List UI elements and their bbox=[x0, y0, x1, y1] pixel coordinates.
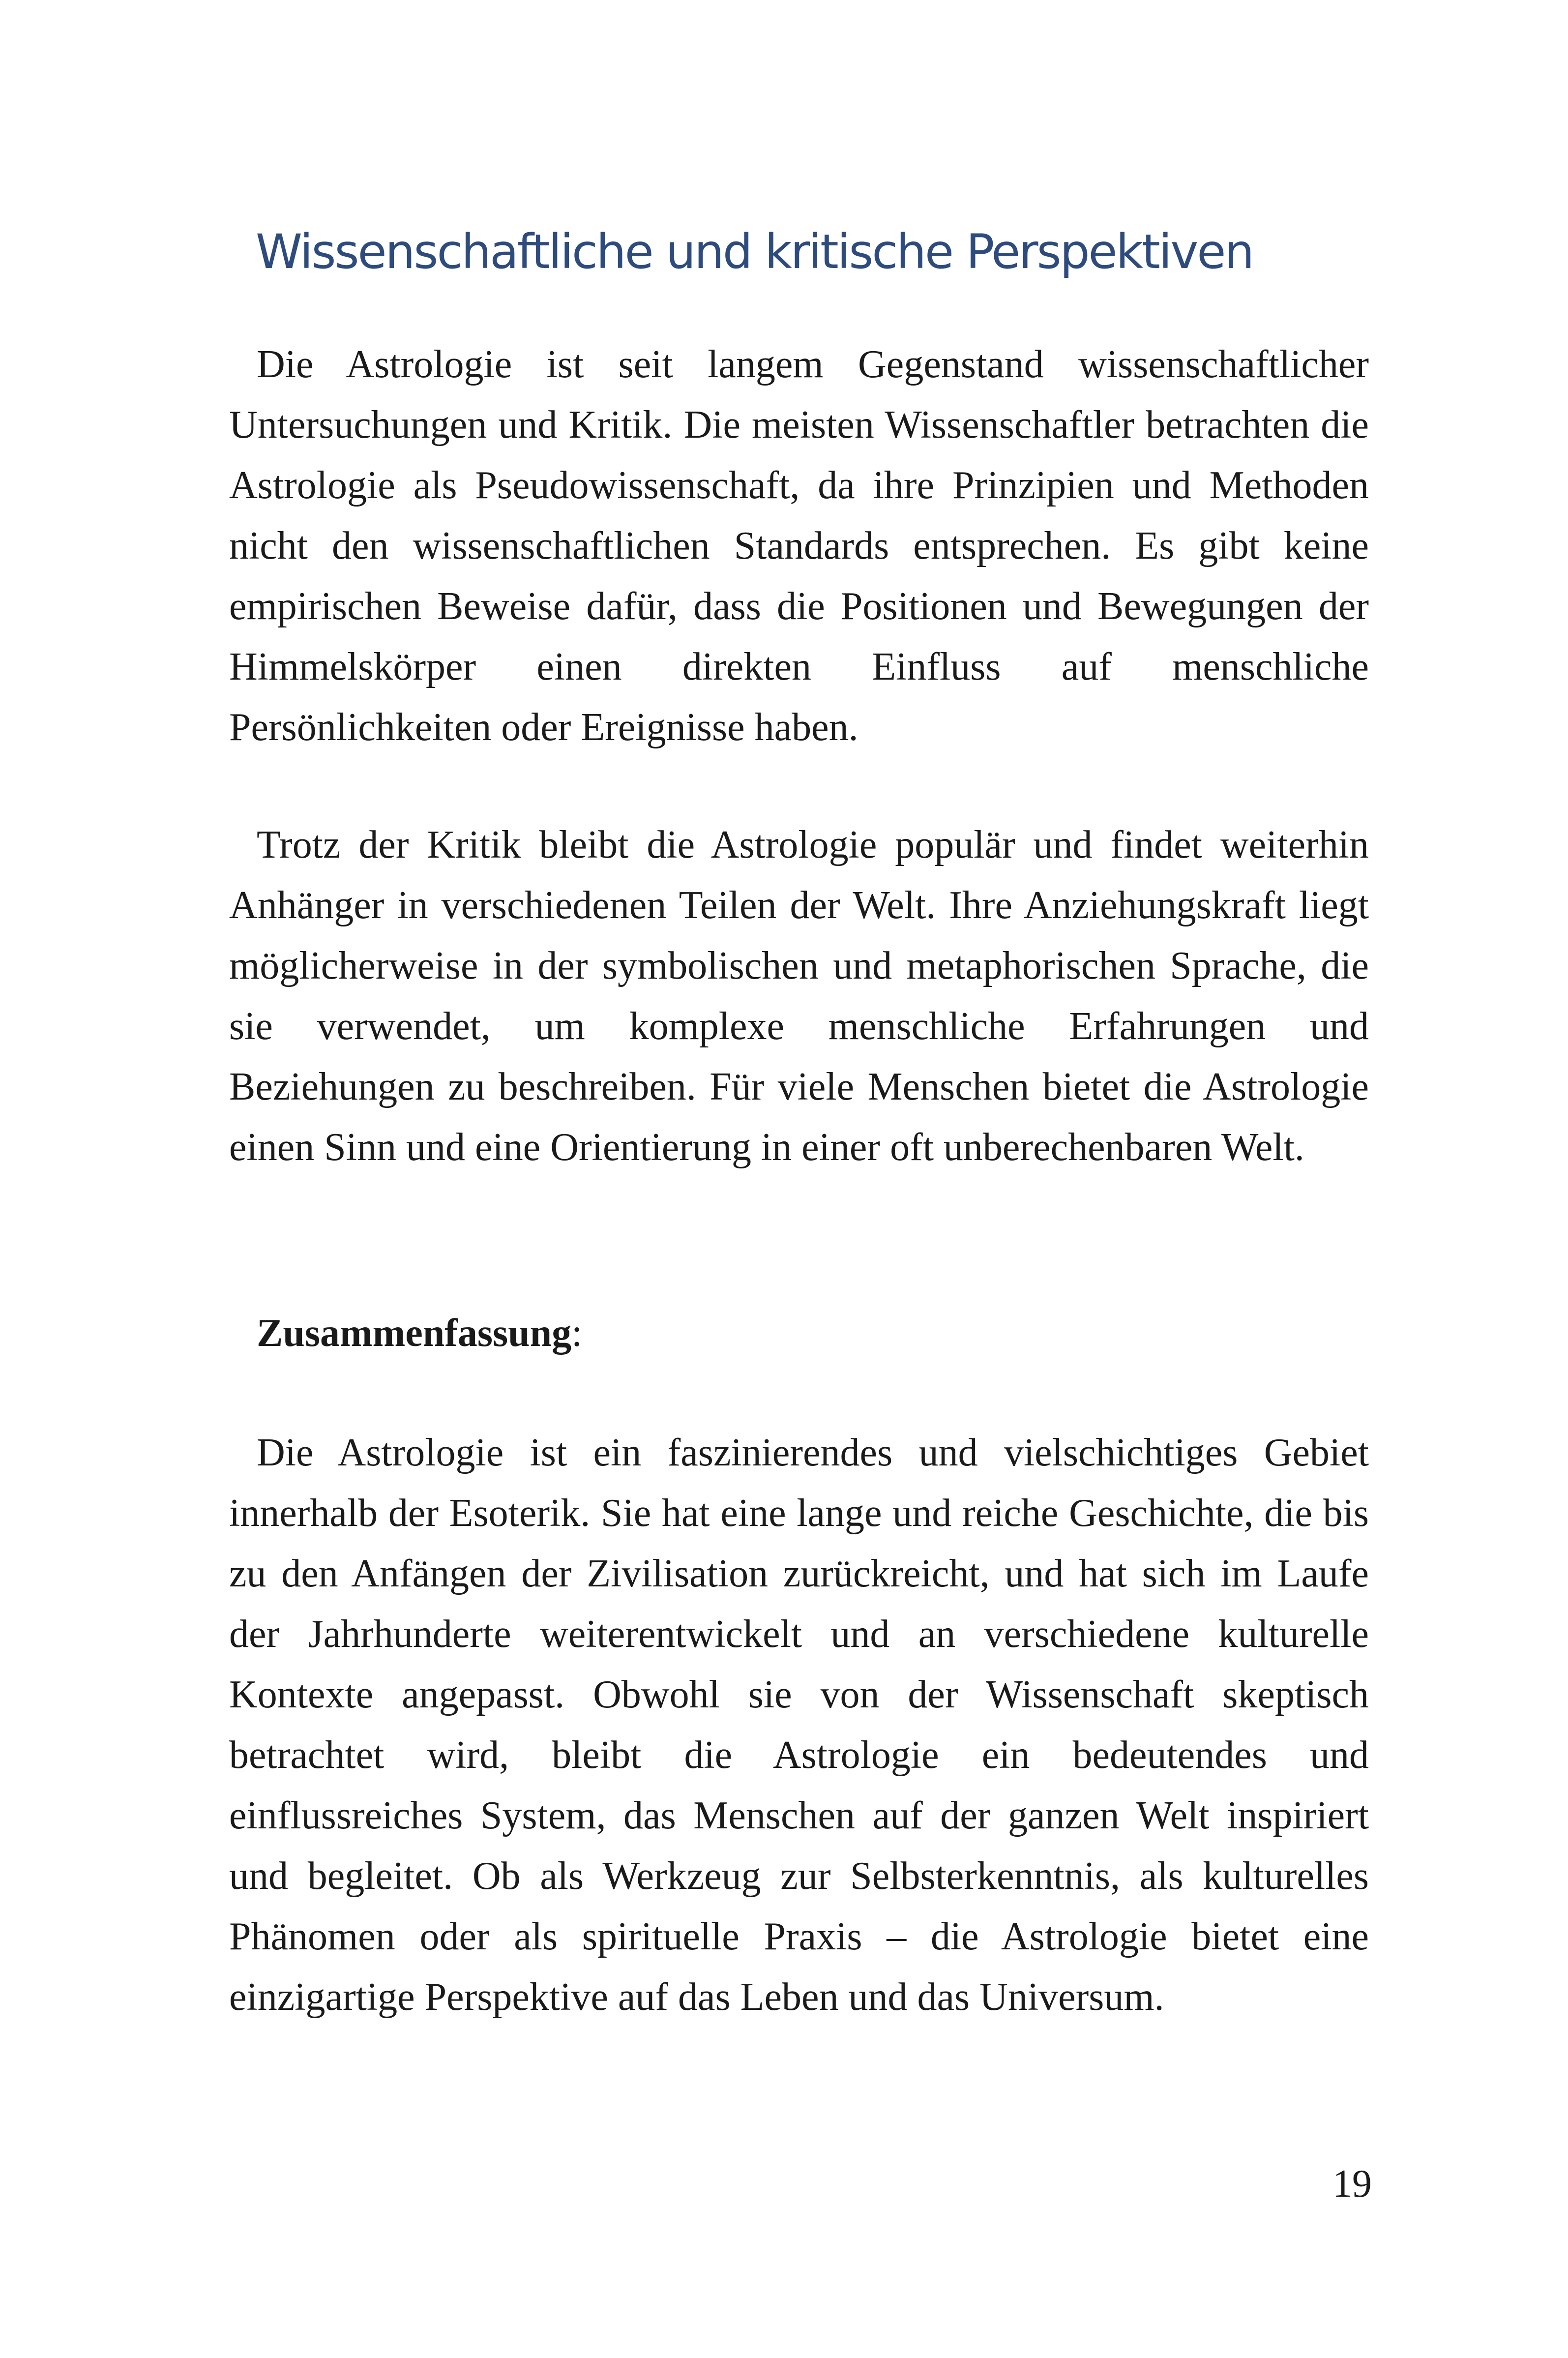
summary-colon: : bbox=[571, 1312, 583, 1355]
body-paragraph: Die Astrologie ist seit langem Gegenstand wissenschaftlicher Untersuchungen und Kritik. Die meisten Wissenschaftler betrachten die Astrologie als Pseudowissenschaft, da ihre Prinzipien und Methoden nicht den wissenschaftlichen Standards entsprechen. Es gibt keine empirischen Beweise dafür, dass die Positionen und Bewegungen der Himmelskörper einen direkten Einfluss auf menschliche Persönlichkeiten oder Ereignisse haben. bbox=[229, 343, 1369, 749]
page-number: 19 bbox=[1332, 2162, 1372, 2206]
summary-paragraph: Die Astrologie ist ein faszinierendes und vielschichtiges Gebiet innerhalb der Esoterik. Sie hat eine lange und reiche Geschichte, die bis zu den Anfängen der Zivilisation zurückreicht, und hat sich im Laufe der Jahrhunderte weiterentwickelt und an verschiedene kulturelle Kontexte angepasst. Obwohl sie von der Wissenschaft skeptisch betrachtet wird, bleibt die Astrologie ein bedeutendes und einflussreiches System, das Menschen auf der ganzen Welt inspiriert und begleitet. Ob als Werkzeug zur Selbsterkenntnis, als kulturelles Phänomen oder als spirituelle Praxis – die Astrologie bietet eine einzigartige Perspektive auf das Leben und das Universum. bbox=[229, 1431, 1369, 2019]
summary-heading bbox=[257, 1303, 582, 1364]
section-heading: Wissenschaftliche und kritische Perspektiven bbox=[256, 224, 1253, 279]
summary-label: Zusammenfassung bbox=[257, 1312, 572, 1355]
body-paragraph: Trotz der Kritik bleibt die Astrologie populär und findet weiterhin Anhänger in verschiedenen Teilen der Welt. Ihre Anziehungskraft liegt möglicherweise in der symbolischen und metaphorischen Sprache, die sie verwendet, um komplexe menschliche Erfahrungen und Beziehungen zu beschreiben. Für viele Menschen bietet die Astrologie einen Sinn und eine Orientierung in einer oft unberechenbaren Welt. bbox=[229, 823, 1369, 1169]
